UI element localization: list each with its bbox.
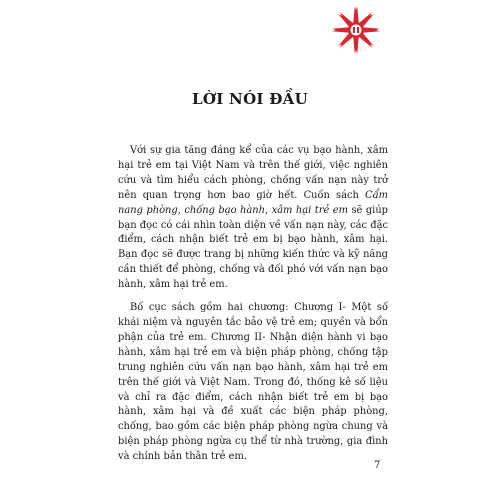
paragraph-intro-text-2: sẽ giúp bạn đọc có cái nhìn toàn diện về vấn nạn này, các đặc điểm, cách nhận biết trẻ em bị bạo hành, xâm hại. Bạn đọc sẽ được trang bị những kiến thức và kỹ năng cần thiết để phòng, chống và đối phó với vấn nạn bạo hành, xâm hại trẻ em. bbox=[118, 204, 388, 291]
publisher-logo-icon bbox=[330, 4, 382, 56]
paragraph-intro bbox=[118, 144, 388, 293]
paragraph-structure: Bố cục sách gồm hai chương: Chương I- Một số khái niệm và nguyên tắc bảo vệ trẻ em; quyền và bổn phận của trẻ em. Chương II- Nhận diện hành vi bạo hành, xâm hại trẻ em và biện pháp phòng, chống tập trung nghiên cứu vấn nạn bạo hành, xâm hại trẻ em trên thế giới và Việt Nam. Trong đó, thống kê số liệu và chỉ ra đặc điểm, cách nhận biết trẻ em bị bạo hành, xâm hại và đề xuất các biện pháp phòng, chống, bao gồm các biện pháp phòng ngừa chung và biện pháp phòng ngừa cụ thể từ nhà trường, gia đình và chính bản thân trẻ em. bbox=[118, 302, 388, 463]
page-heading: LỜI NÓI ĐẦU bbox=[192, 90, 308, 108]
paragraph-intro-text-1: Với sự gia tăng đáng kể của các vụ bạo hành, xâm hại trẻ em tại Việt Nam và trên thế giới, việc nghiên cứu và tìm hiểu cách phòng, chống vấn nạn này trở nên quan trọng hơn bao giờ hết. Cuốn sách bbox=[118, 145, 388, 201]
page-number: 7 bbox=[374, 460, 381, 471]
book-title: Cẩm nang phòng, chống bạo hành, xâm hại trẻ em bbox=[118, 189, 388, 216]
body-text bbox=[118, 144, 388, 473]
